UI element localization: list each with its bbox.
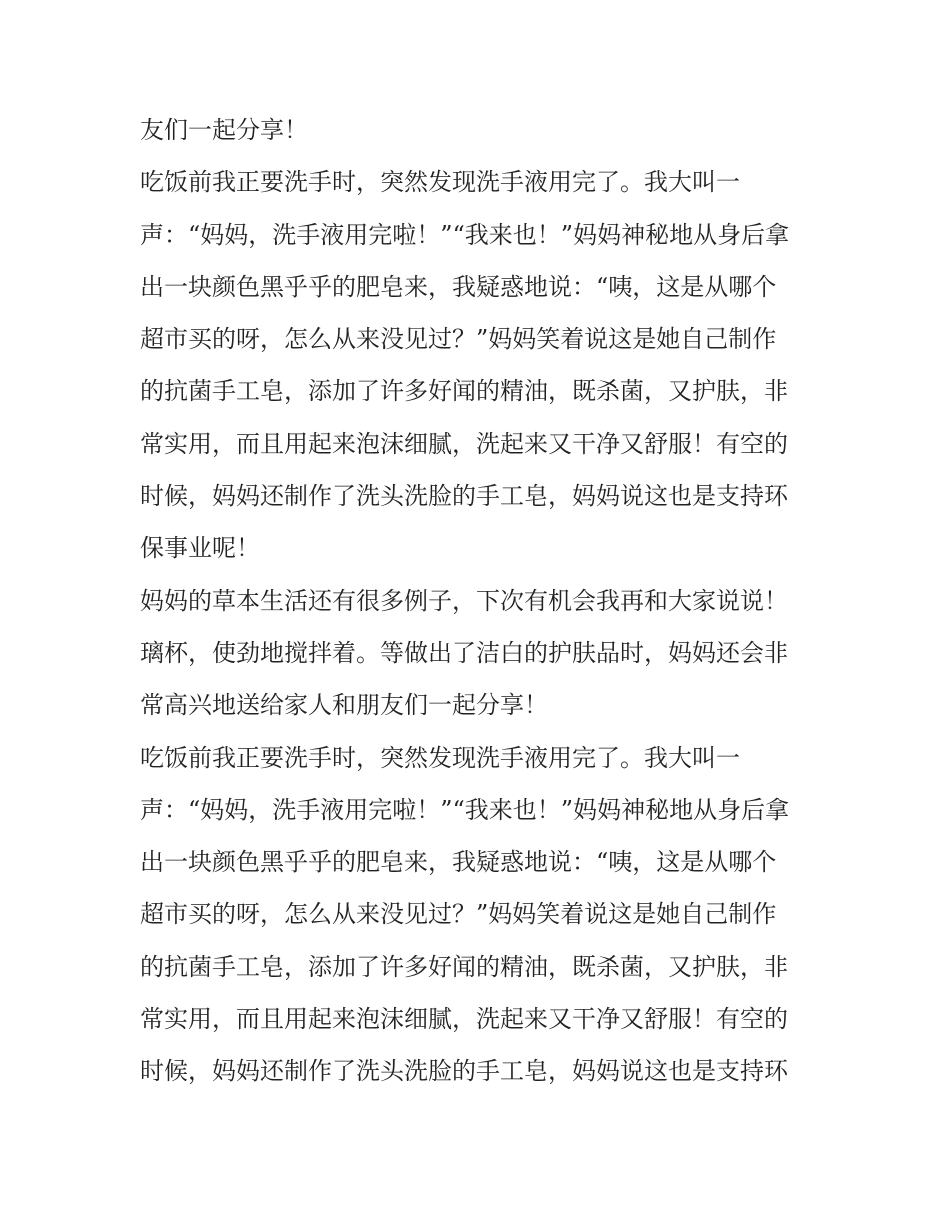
text-line: 吃饭前我正要洗手时，突然发现洗手液用完了。我大叫一	[140, 168, 740, 197]
text-line: 常高兴地送给家人和朋友们一起分享！	[140, 691, 548, 720]
text-line: 超市买的呀，怎么从来没见过？”妈妈笑着说这是她自己制作	[140, 900, 777, 929]
text-line: 的抗菌手工皂，添加了许多好闻的精油，既杀菌，又护肤，非	[140, 952, 788, 981]
text-line: 超市买的呀，怎么从来没见过？”妈妈笑着说这是她自己制作	[140, 325, 777, 354]
text-line: 出一块颜色黑乎乎的肥皂来，我疑惑地说：“咦，这是从哪个	[140, 272, 777, 301]
document-body	[140, 104, 830, 1098]
text-line: 友们一起分享！	[140, 116, 308, 144]
text-line: 璃杯，使劲地搅拌着。等做出了洁白的护肤品时，妈妈还会非	[140, 638, 788, 667]
text-line: 声：“妈妈，洗手液用完啦！”“我来也！”妈妈神秘地从身后拿	[140, 795, 790, 824]
text-line: 吃饭前我正要洗手时，突然发现洗手液用完了。我大叫一	[140, 743, 740, 772]
text-line: 的抗菌手工皂，添加了许多好闻的精油，既杀菌，又护肤，非	[140, 377, 788, 406]
text-line: 出一块颜色黑乎乎的肥皂来，我疑惑地说：“咦，这是从哪个	[140, 848, 777, 877]
text-line: 时候，妈妈还制作了洗头洗脸的手工皂，妈妈说这也是支持环	[140, 1057, 788, 1086]
text-line: 声：“妈妈，洗手液用完啦！”“我来也！”妈妈神秘地从身后拿	[140, 220, 790, 249]
text-line: 常实用，而且用起来泡沫细腻，洗起来又干净又舒服！有空的	[140, 429, 788, 458]
text-line: 时候，妈妈还制作了洗头洗脸的手工皂，妈妈说这也是支持环	[140, 482, 788, 511]
text-line: 保事业呢！	[140, 534, 260, 563]
text-line: 常实用，而且用起来泡沫细腻，洗起来又干净又舒服！有空的	[140, 1005, 788, 1034]
text-line: 妈妈的草本生活还有很多例子，下次有机会我再和大家说说！	[140, 586, 788, 615]
